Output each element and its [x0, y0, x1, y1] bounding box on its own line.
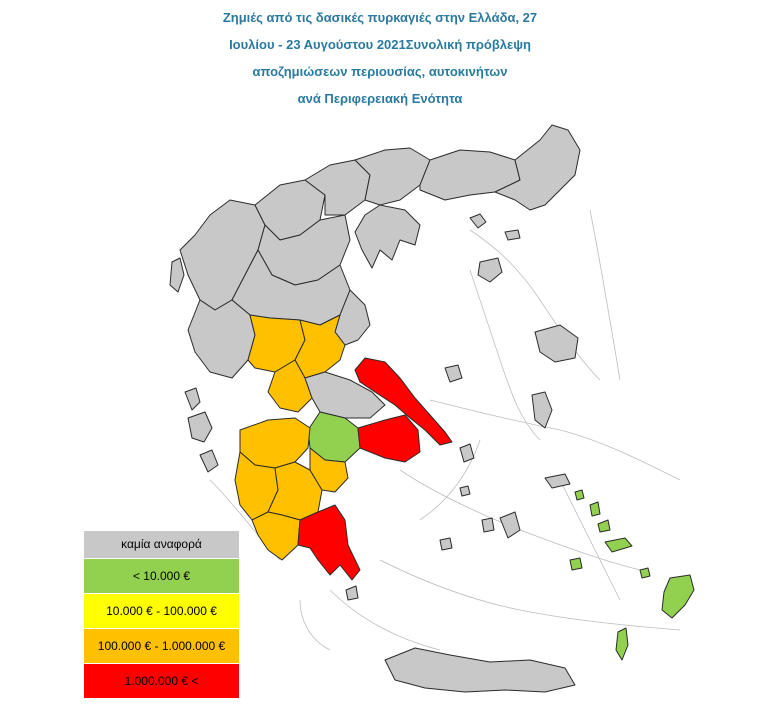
region-skyros: [445, 365, 462, 382]
region-chalkidiki: [355, 205, 420, 268]
region-cyclades-small-1: [440, 538, 452, 550]
region-kefalonia: [188, 412, 212, 442]
region-leros: [590, 502, 600, 516]
title-line-1: Ζημιές από τις δασικές πυρκαγιές στην Ελλάδα, 27: [222, 10, 538, 25]
region-lesvos: [535, 325, 578, 362]
region-astypalaia: [570, 558, 582, 570]
region-naxos: [500, 512, 520, 538]
region-messinia: [252, 512, 300, 560]
region-cyclades-small-2: [460, 486, 470, 496]
region-karpathos: [616, 628, 628, 660]
region-kalymnos: [598, 520, 610, 532]
region-thasos: [470, 214, 486, 228]
region-andros: [460, 444, 474, 462]
legend-label: 1.000.000 € <: [124, 674, 199, 688]
title-line-4: ανά Περιφερειακή Ενότητα: [297, 91, 463, 106]
region-kythira: [346, 586, 358, 600]
region-fthiotida: [295, 315, 345, 378]
region-zakynthos: [200, 450, 218, 472]
region-kos: [605, 538, 632, 552]
region-corfu: [170, 258, 184, 292]
legend-item-gt-1m: [84, 664, 239, 699]
northern-greece-regions: [180, 125, 580, 378]
region-lefkada: [185, 388, 200, 410]
title-line-2: Ιουλίου - 23 Αυγούστου 2021Συνολική πρόβλεψη: [229, 37, 531, 52]
region-samothraki: [505, 230, 520, 240]
legend-label: 10.000 € - 100.000 €: [106, 604, 217, 618]
region-chios: [532, 392, 552, 428]
region-paros: [482, 518, 494, 532]
region-rhodes: [662, 575, 694, 618]
region-patmos: [575, 490, 584, 500]
dodecanese-islands: [570, 490, 694, 660]
legend-label: καμία αναφορά: [121, 537, 202, 551]
region-attica-east: [358, 415, 420, 462]
title-line-3: αποζημιώσεων περιουσίας, αυτοκινήτων: [252, 64, 508, 79]
region-limnos: [478, 258, 502, 282]
legend-item-lt-10k: [84, 559, 239, 594]
region-symi: [640, 568, 650, 578]
region-aitoloakarnania: [188, 300, 255, 378]
legend-item-no-report: [84, 531, 239, 559]
region-laconia: [298, 505, 360, 580]
region-samos: [545, 474, 570, 488]
map-legend: [83, 530, 240, 700]
legend-item-10k-100k: [84, 594, 239, 629]
legend-label: < 10.000 €: [132, 569, 191, 583]
region-crete: [385, 648, 575, 692]
legend-label: 100.000 € - 1.000.000 €: [97, 639, 226, 653]
legend-item-100k-1m: [84, 629, 239, 664]
